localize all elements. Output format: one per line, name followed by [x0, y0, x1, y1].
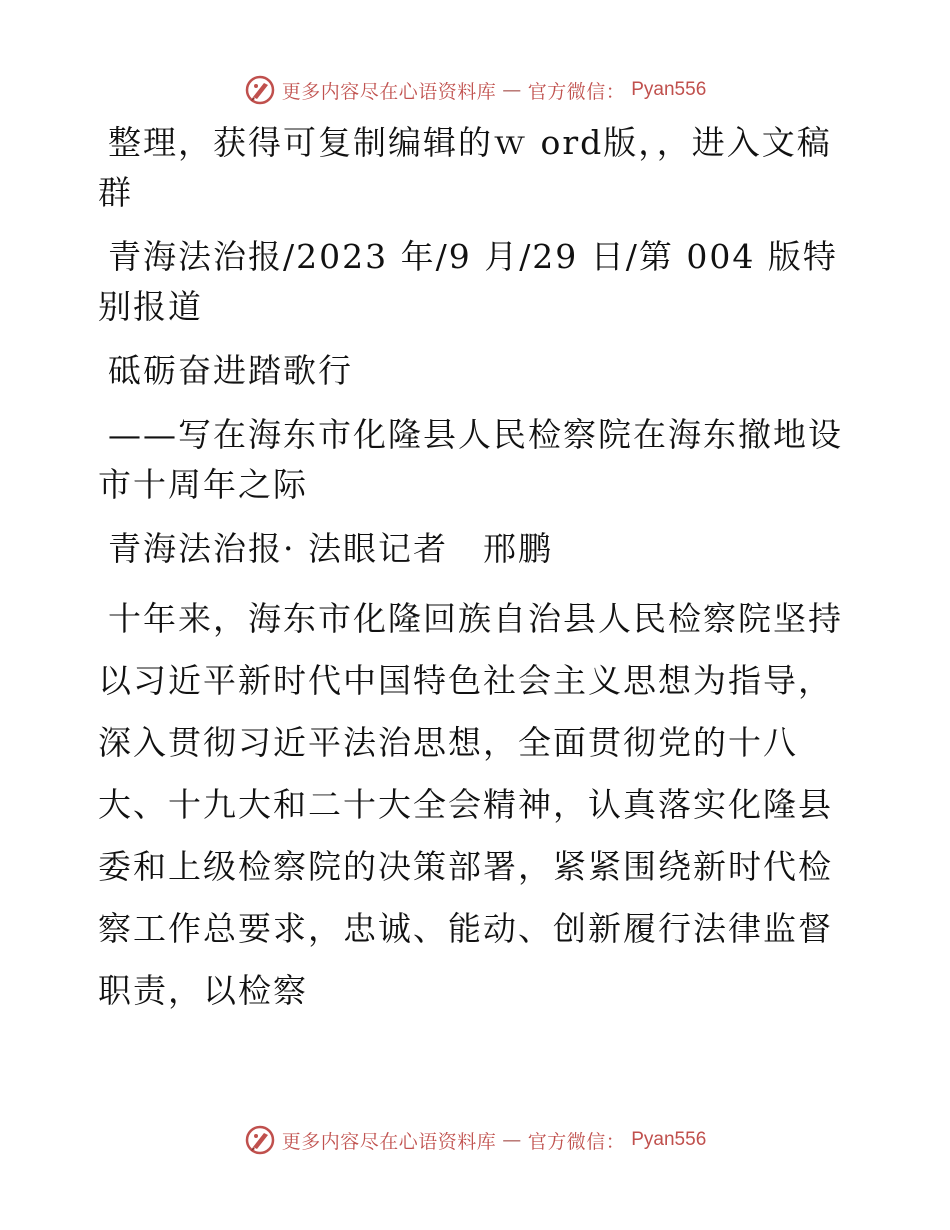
watermark-text: 更多内容尽在心语资料库 [281, 1130, 497, 1153]
article-byline: 青海法治报· 法眼记者 邢鹏 [108, 529, 553, 568]
document-body [98, 118, 858, 1036]
article-title: 砥砺奋进踏歌行 [108, 351, 353, 390]
quill-pen-logo-icon [244, 74, 276, 106]
paragraph-source: 青海法治报/2023 年/9 月/29 日/第 004 版特别报道 [98, 237, 838, 326]
article-paragraph: 十年来，海东市化隆回族自治县人民检察院坚持以习近平新时代中国特色社会主义思想为指导，深入贯彻习近平法治思想，全面贯彻党的十八大、十九大和二十大全会精神，认真落实化隆县委和上级检察院的决策部署，紧紧围绕新时代检察工作总要求，忠诚、能动、创新履行法律监督职责，以检察 [98, 599, 843, 1010]
watermark-dash: — [502, 79, 522, 101]
article-subtitle: ——写在海东市化隆县人民检察院在海东撤地设市十周年之际 [98, 415, 843, 504]
header-watermark [0, 70, 950, 110]
paragraph-intro: 整理，获得可复制编辑的ｗ ord版，，进入文稿群 [98, 123, 832, 212]
watermark-text: 更多内容尽在心语资料库 [281, 80, 497, 103]
quill-pen-logo-icon [244, 1124, 276, 1156]
watermark-wechat-label: 官方微信： [527, 1130, 626, 1153]
watermark-dash: — [502, 1129, 522, 1151]
footer-watermark [0, 1120, 950, 1160]
watermark-wechat-label: 官方微信： [527, 80, 626, 103]
watermark-wechat-id: Pyan556 [631, 79, 707, 100]
watermark-wechat-id: Pyan556 [631, 1129, 707, 1150]
